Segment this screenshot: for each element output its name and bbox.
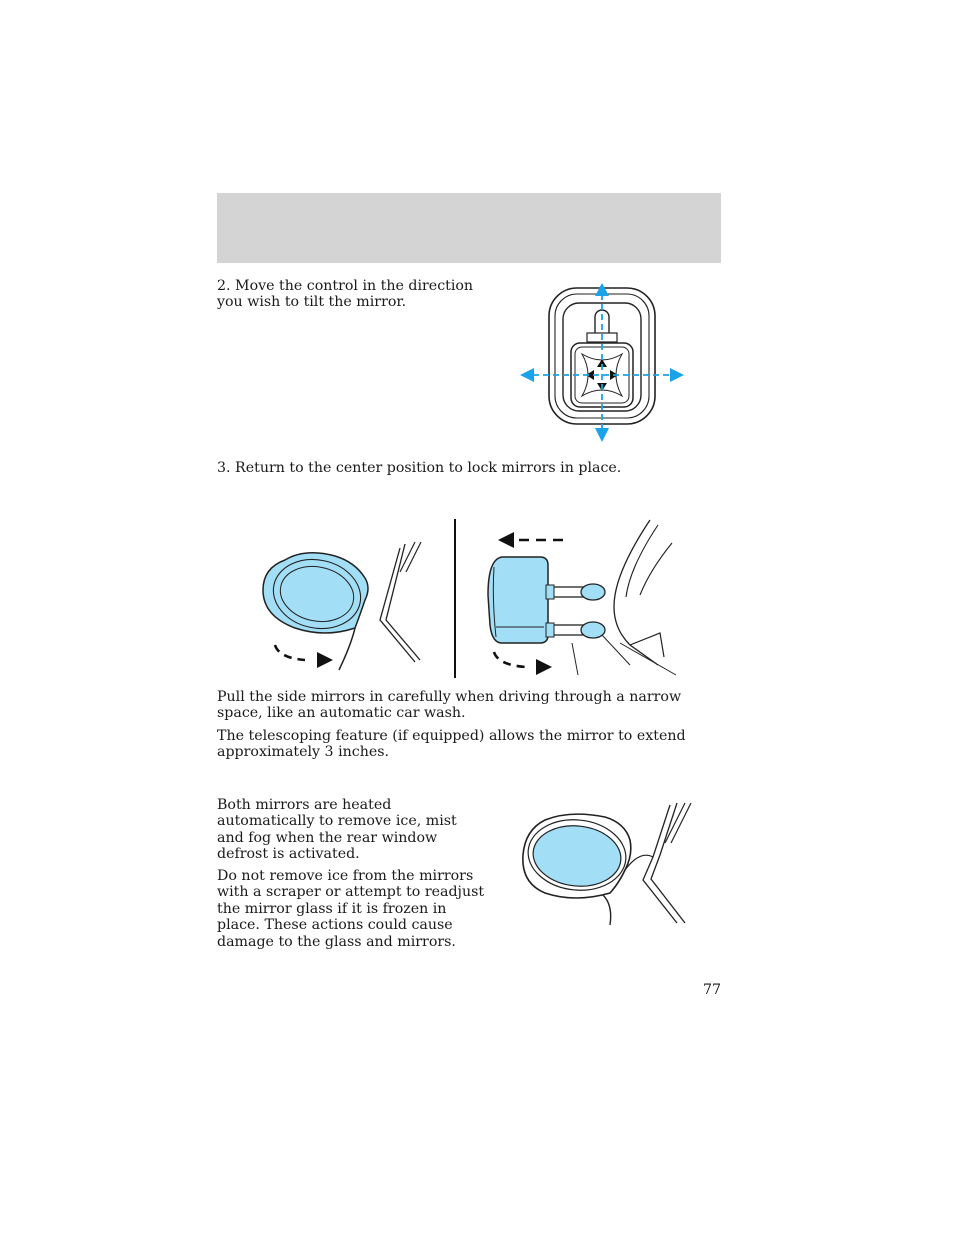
folding-paragraph-2: The telescoping feature (if equipped) allows the mirror to extend approximately 3 inches. xyxy=(217,728,686,761)
figure-divider xyxy=(454,519,456,678)
heated-paragraph-2: Do not remove ice from the mirrors with a scraper or attempt to readjust the mirror glass if it is frozen in place. These actions could cause damage to the glass and mirrors. xyxy=(217,868,485,950)
heated-mirror-illustration xyxy=(515,795,700,935)
step-3-text: 3. Return to the center position to lock mirrors in place. xyxy=(217,460,622,476)
heated-paragraph-1: Both mirrors are heated automatically to remove ice, mist and fog when the rear window defrost is activated. xyxy=(217,797,457,863)
page-number: 77 xyxy=(702,982,721,998)
section-header-band xyxy=(217,193,721,263)
step-2-text: 2. Move the control in the direction you wish to tilt the mirror. xyxy=(217,278,474,311)
folding-paragraph-1: Pull the side mirrors in carefully when driving through a narrow space, like an automatic car wash. xyxy=(217,689,682,722)
mirror-control-switch-icon xyxy=(515,280,690,445)
telescoping-mirror-illustration xyxy=(480,515,685,685)
folding-mirror-illustration xyxy=(255,520,455,680)
